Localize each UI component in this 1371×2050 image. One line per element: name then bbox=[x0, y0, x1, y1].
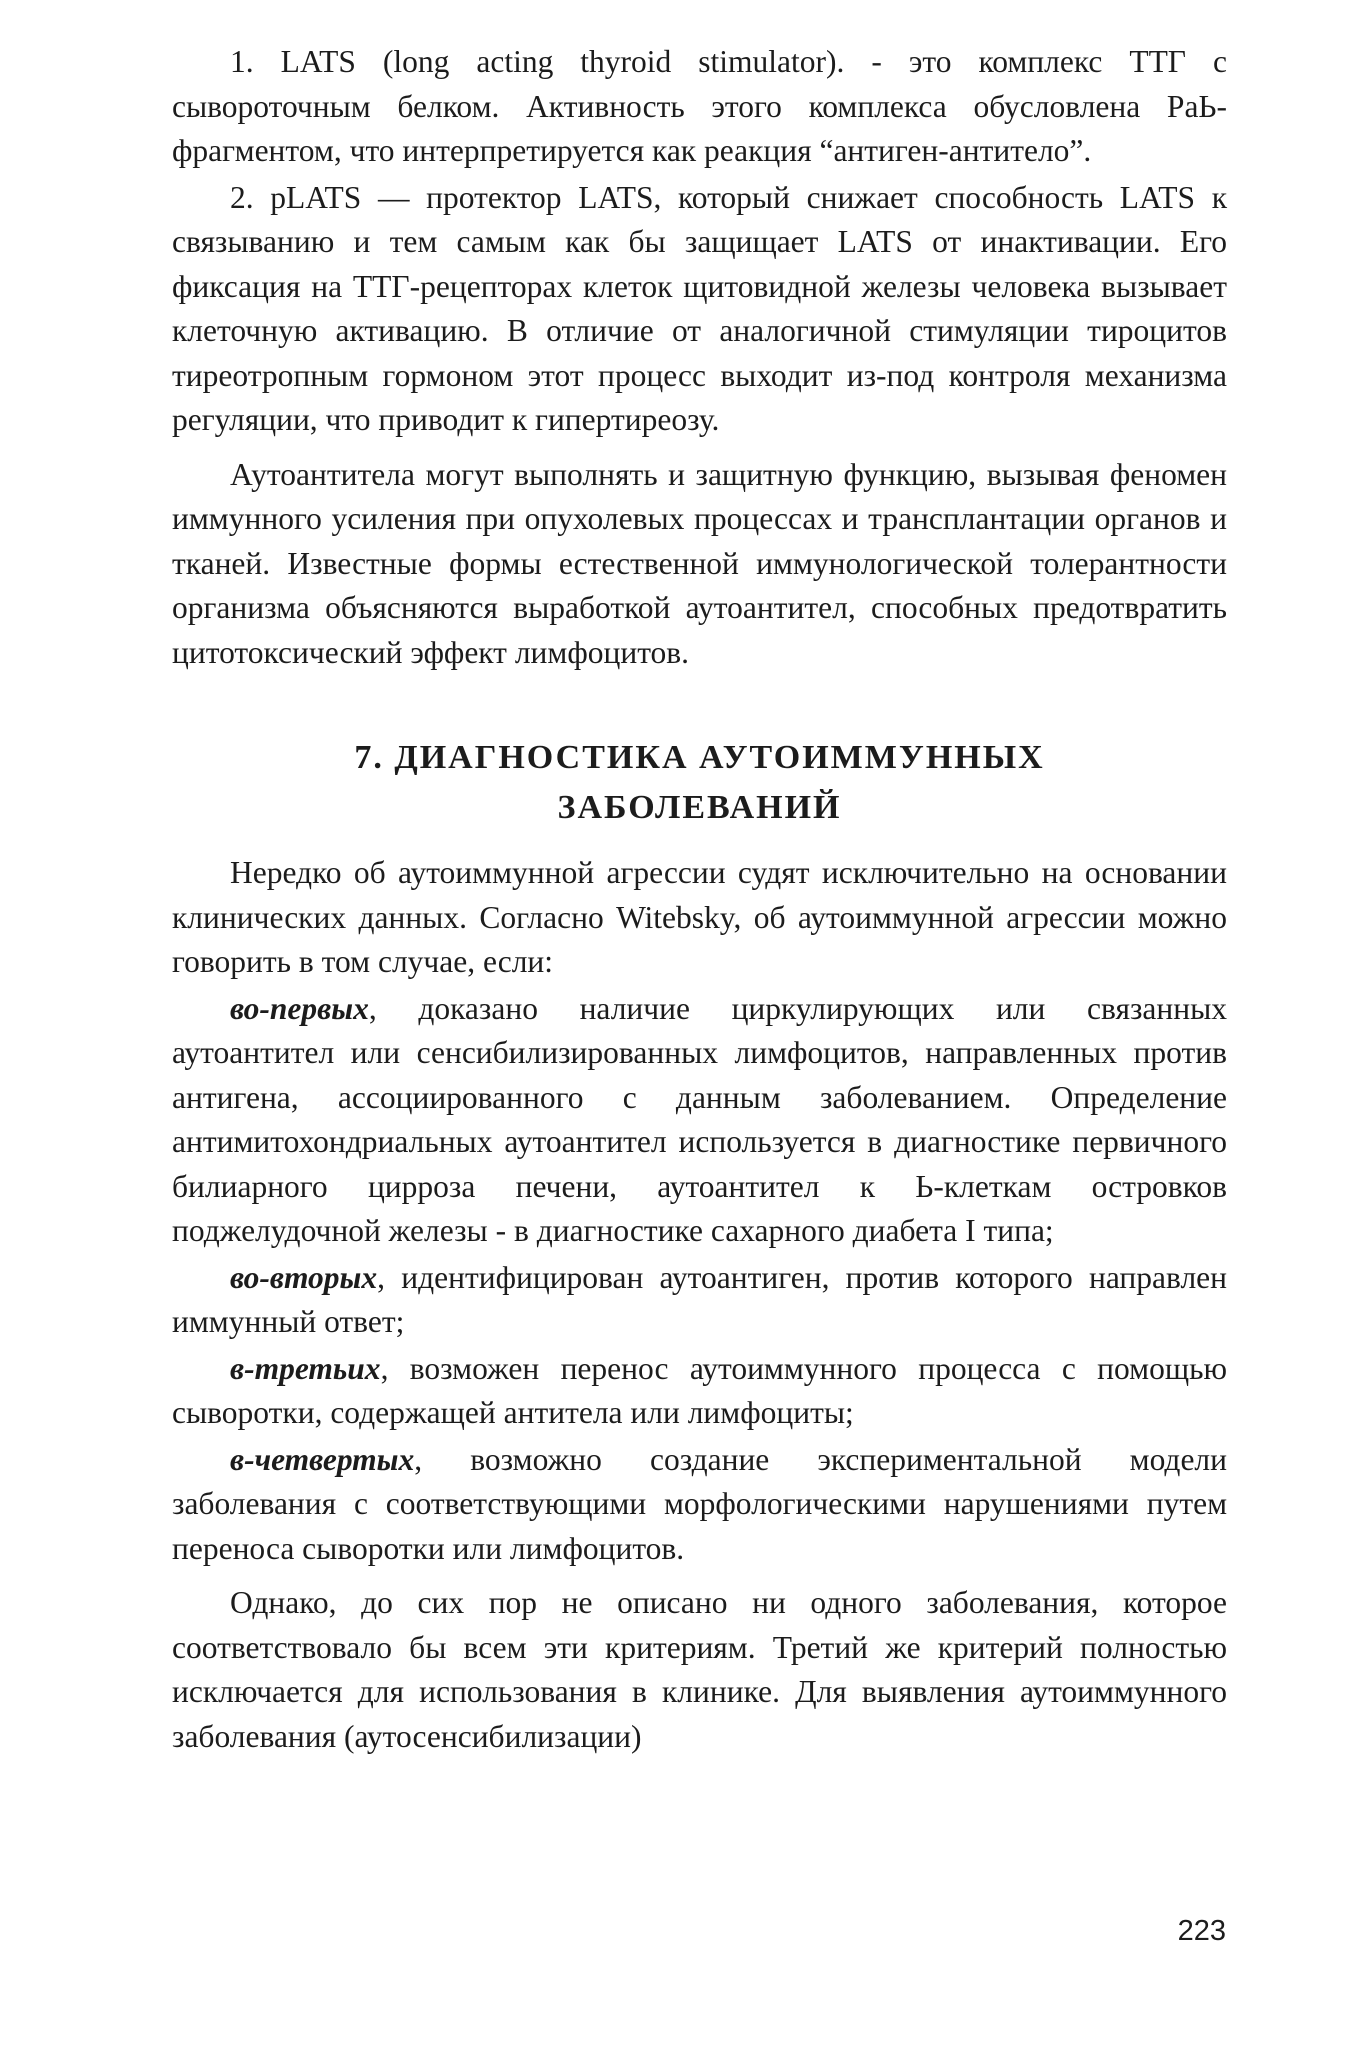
section-heading bbox=[172, 733, 1227, 833]
criterion-second-lead: во-вторых bbox=[230, 1259, 378, 1295]
paragraph-plats: 2. pLATS — протектор LATS, который снижает способность LATS к связыванию и тем самым как бы защищает LATS от инактивации. Его фиксация на ТТГ-рецепторах клеток щитовидной железы человека вызывает клеточную активацию. В отличие от аналогичной стимуляции тироцитов тиреотропным гормоном этот процесс выходит из-под контроля механизма регуляции, что приводит к гипертиреозу. bbox=[172, 179, 1227, 437]
criterion-fourth-text: , возможно создание экспериментальной модели заболевания с соответствующими морфологическими нарушениями путем переноса сыворотки или лимфоцитов. bbox=[172, 1441, 1227, 1566]
criterion-first-text: , доказано наличие циркулирующих или связанных аутоантител или сенсибилизированных лимфоцитов, направленных против антигена, ассоциированного с данным заболеванием. Определение антимитохондриальных аутоантител используется в диагностике первичного билиарного цирроза печени, аутоантител к Ь-клеткам островков поджелудочной железы - в диагностике сахарного диабета I типа; bbox=[172, 990, 1227, 1248]
page-body bbox=[172, 40, 1227, 1759]
paragraph-closing: Однако, до сих пор не описано ни одного заболевания, которое соответствовало бы всем эти критериям. Третий же критерий полностью исключается для использования в клинике. Для выявления аутоиммунного заболевания (аутосенсибилизации) bbox=[172, 1585, 1227, 1754]
criterion-second bbox=[172, 1256, 1227, 1345]
paragraph-lats: 1. LATS (long acting thyroid stimulator). - это комплекс ТТГ с сывороточным белком. Активность этого комплекса обусловлена РаЬ-фрагментом, что интерпретируется как реакция “антиген-антитело”. bbox=[172, 44, 1227, 168]
section-heading-line2: ЗАБОЛЕВАНИЙ bbox=[557, 789, 842, 826]
criterion-first-lead: во-первых bbox=[230, 990, 369, 1026]
criterion-third-text: , возможен перенос аутоиммунного процесса с помощью сыворотки, содержащей антитела или лимфоциты; bbox=[172, 1350, 1227, 1430]
criterion-third bbox=[172, 1347, 1227, 1436]
criterion-fourth bbox=[172, 1438, 1227, 1572]
criterion-third-lead: в-третьих bbox=[230, 1350, 381, 1386]
paragraph-protective-function: Аутоантитела могут выполнять и защитную функцию, вызывая феномен иммунного усиления при опухолевых процессах и трансплантации органов и тканей. Известные формы естественной иммунологической толерантности организма объясняются выработкой аутоантител, способных предотвратить цитотоксический эффект лимфоцитов. bbox=[172, 456, 1227, 670]
criterion-second-text: , идентифицирован аутоантиген, против которого направлен иммунный ответ; bbox=[172, 1259, 1227, 1339]
criterion-fourth-lead: в-четвертых bbox=[230, 1441, 415, 1477]
section-heading-line1: 7. ДИАГНОСТИКА АУТОИММУННЫХ bbox=[354, 739, 1045, 776]
criterion-first bbox=[172, 987, 1227, 1254]
page-number: 223 bbox=[1177, 1915, 1226, 1947]
paragraph-intro: Нередко об аутоиммунной агрессии судят исключительно на основании клинических данных. Согласно Witebsky, об аутоиммунной агрессии можно говорить в том случае, если: bbox=[172, 855, 1227, 979]
